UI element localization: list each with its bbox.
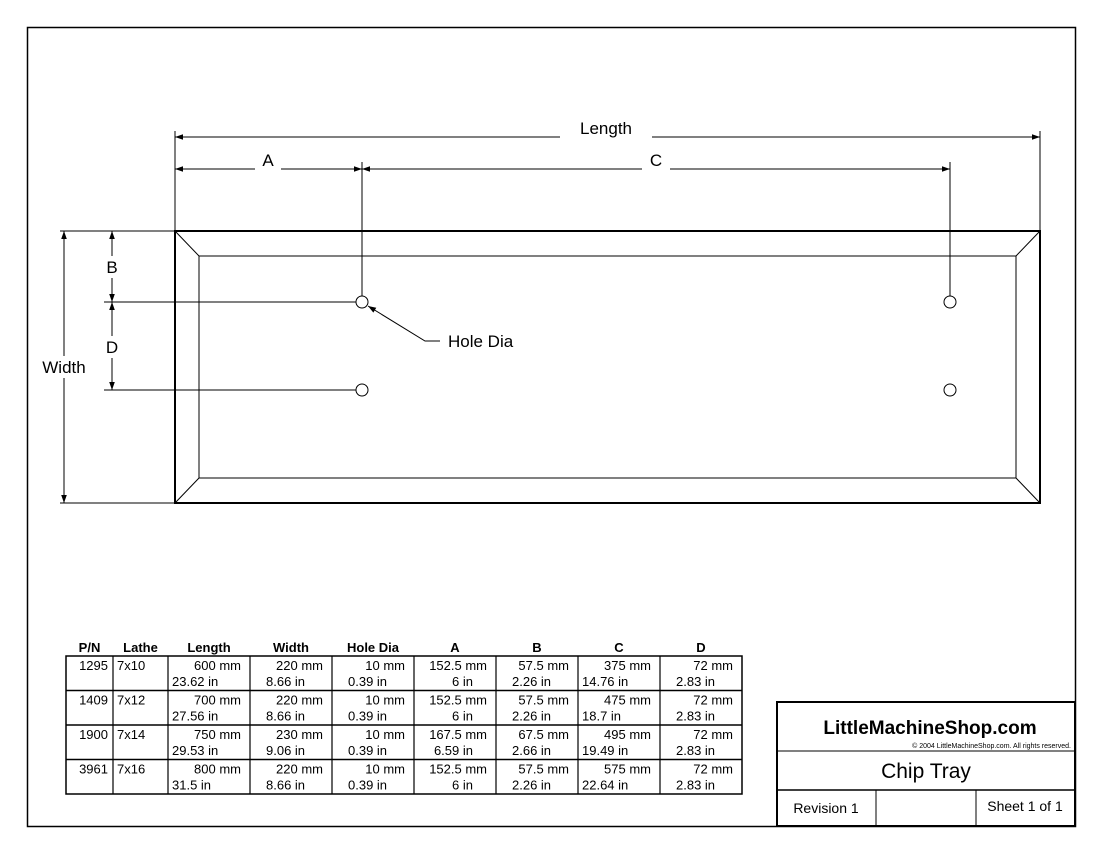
tray-plan-view [175, 231, 1040, 503]
d-label: D [105, 338, 119, 357]
cell-c-mm: 495 mm [604, 727, 651, 742]
cell-d-mm: 72 mm [693, 761, 733, 777]
revision-label: Revision 1 [793, 800, 859, 816]
cell-a-in: 6 in [452, 777, 473, 793]
header-d: D [696, 640, 706, 655]
table-row [79, 762, 733, 793]
cell-width-in: 8.66 in [266, 708, 306, 724]
cell-d-mm: 72 mm [693, 658, 733, 673]
cell-c-in: 22.64 in [582, 777, 629, 793]
cell-width-mm: 220 mm [276, 692, 323, 708]
header-b: B [532, 640, 542, 655]
table-row [79, 693, 733, 724]
cell-width-in: 8.66 in [266, 674, 306, 689]
mounting-hole [356, 384, 368, 396]
cell-b-mm: 57.5 mm [518, 692, 569, 708]
cell-b-in: 2.26 in [512, 674, 552, 689]
cell-d-mm: 72 mm [693, 727, 733, 742]
table-row [79, 658, 733, 689]
cell-a-mm: 152.5 mm [429, 761, 487, 777]
hole-dia-leader [368, 306, 440, 341]
cell-lathe: 7x14 [117, 727, 146, 742]
cell-length-in: 27.56 in [172, 708, 219, 724]
length-label: Length [580, 119, 632, 138]
cell-hole-dia-mm: 10 mm [365, 727, 405, 742]
cell-b-mm: 57.5 mm [518, 658, 569, 673]
cell-d-in: 2.83 in [676, 777, 716, 793]
company-name: LittleMachineShop.com [823, 718, 1037, 739]
drawing-title: Chip Tray [881, 760, 971, 783]
cell-width-mm: 220 mm [276, 658, 323, 673]
cell-length-mm: 700 mm [194, 692, 241, 708]
cell-c-in: 14.76 in [582, 674, 629, 689]
cell-d-in: 2.83 in [676, 743, 716, 758]
cell-width-in: 8.66 in [266, 777, 306, 793]
header-c: C [614, 640, 624, 655]
cell-c-in: 19.49 in [582, 743, 629, 758]
cell-hole-dia-mm: 10 mm [365, 761, 405, 777]
cell-hole-dia-mm: 10 mm [365, 692, 405, 708]
cell-length-in: 29.53 in [172, 743, 219, 758]
hole-dia-label: Hole Dia [448, 332, 514, 351]
tray-corner-line [175, 231, 199, 256]
mounting-hole [944, 384, 956, 396]
cell-lathe: 7x12 [117, 692, 146, 708]
extension-lines [60, 131, 1040, 503]
mounting-hole [944, 296, 956, 308]
cell-pn: 3961 [79, 761, 108, 777]
table-header-row [79, 640, 706, 655]
cell-width-mm: 220 mm [276, 761, 323, 777]
cell-length-in: 31.5 in [172, 777, 212, 793]
header-width: Width [273, 640, 309, 655]
tray-outer-edge [175, 231, 1040, 503]
cell-length-mm: 600 mm [194, 658, 241, 673]
cell-a-in: 6.59 in [433, 743, 473, 758]
cell-c-mm: 475 mm [604, 692, 651, 708]
cell-length-in: 23.62 in [172, 674, 219, 689]
cell-b-in: 2.26 in [512, 708, 552, 724]
cell-width-mm: 230 mm [276, 727, 323, 742]
cell-length-mm: 800 mm [194, 761, 241, 777]
dimension-labels [38, 117, 670, 378]
mounting-hole [356, 296, 368, 308]
cell-a-in: 6 in [452, 674, 473, 689]
cell-pn: 1900 [79, 727, 108, 742]
cell-d-mm: 72 mm [693, 692, 733, 708]
width-label: Width [42, 358, 86, 377]
cell-c-mm: 375 mm [604, 658, 651, 673]
mounting-holes [356, 296, 956, 396]
tray-corner-line [175, 478, 199, 503]
header-length: Length [187, 640, 231, 655]
header-lathe: Lathe [123, 640, 158, 655]
title-block [777, 702, 1075, 826]
cell-b-mm: 67.5 mm [518, 727, 569, 742]
b-label: B [106, 258, 118, 277]
cell-a-in: 6 in [452, 708, 473, 724]
copyright-notice: © 2004 LittleMachineShop.com. All rights reserved. [912, 743, 1071, 750]
cell-d-in: 2.83 in [676, 708, 716, 724]
cell-a-mm: 152.5 mm [429, 692, 487, 708]
header-a: A [450, 640, 460, 655]
cell-hole-dia-mm: 10 mm [365, 658, 405, 673]
a-label: A [262, 151, 274, 170]
cell-hole-dia-in: 0.39 in [348, 674, 388, 689]
cell-b-mm: 57.5 mm [518, 761, 569, 777]
cell-b-in: 2.66 in [512, 743, 552, 758]
cell-hole-dia-in: 0.39 in [348, 777, 388, 793]
cell-a-mm: 152.5 mm [429, 658, 487, 673]
dimension-lines [64, 137, 1040, 503]
c-label: C [649, 151, 663, 170]
header-pn: P/N [78, 640, 101, 655]
cell-hole-dia-in: 0.39 in [348, 743, 388, 758]
cell-pn: 1295 [79, 658, 108, 673]
dimension-table [66, 640, 742, 794]
tray-corner-line [1016, 478, 1040, 503]
table-row [79, 727, 733, 758]
cell-c-mm: 575 mm [604, 761, 651, 777]
cell-lathe: 7x10 [117, 658, 146, 673]
cell-b-in: 2.26 in [512, 777, 552, 793]
header-hole-dia: Hole Dia [346, 640, 400, 655]
cell-pn: 1409 [79, 692, 108, 708]
cell-length-mm: 750 mm [194, 727, 241, 742]
tray-corner-line [1016, 231, 1040, 256]
cell-d-in: 2.83 in [676, 674, 716, 689]
cell-width-in: 9.06 in [266, 743, 306, 758]
cell-c-in: 18.7 in [582, 708, 622, 724]
tray-inner-edge [199, 256, 1016, 478]
cell-hole-dia-in: 0.39 in [348, 708, 388, 724]
cell-a-mm: 167.5 mm [429, 727, 487, 742]
cell-lathe: 7x16 [117, 761, 146, 777]
sheet-number: Sheet 1 of 1 [987, 798, 1063, 814]
